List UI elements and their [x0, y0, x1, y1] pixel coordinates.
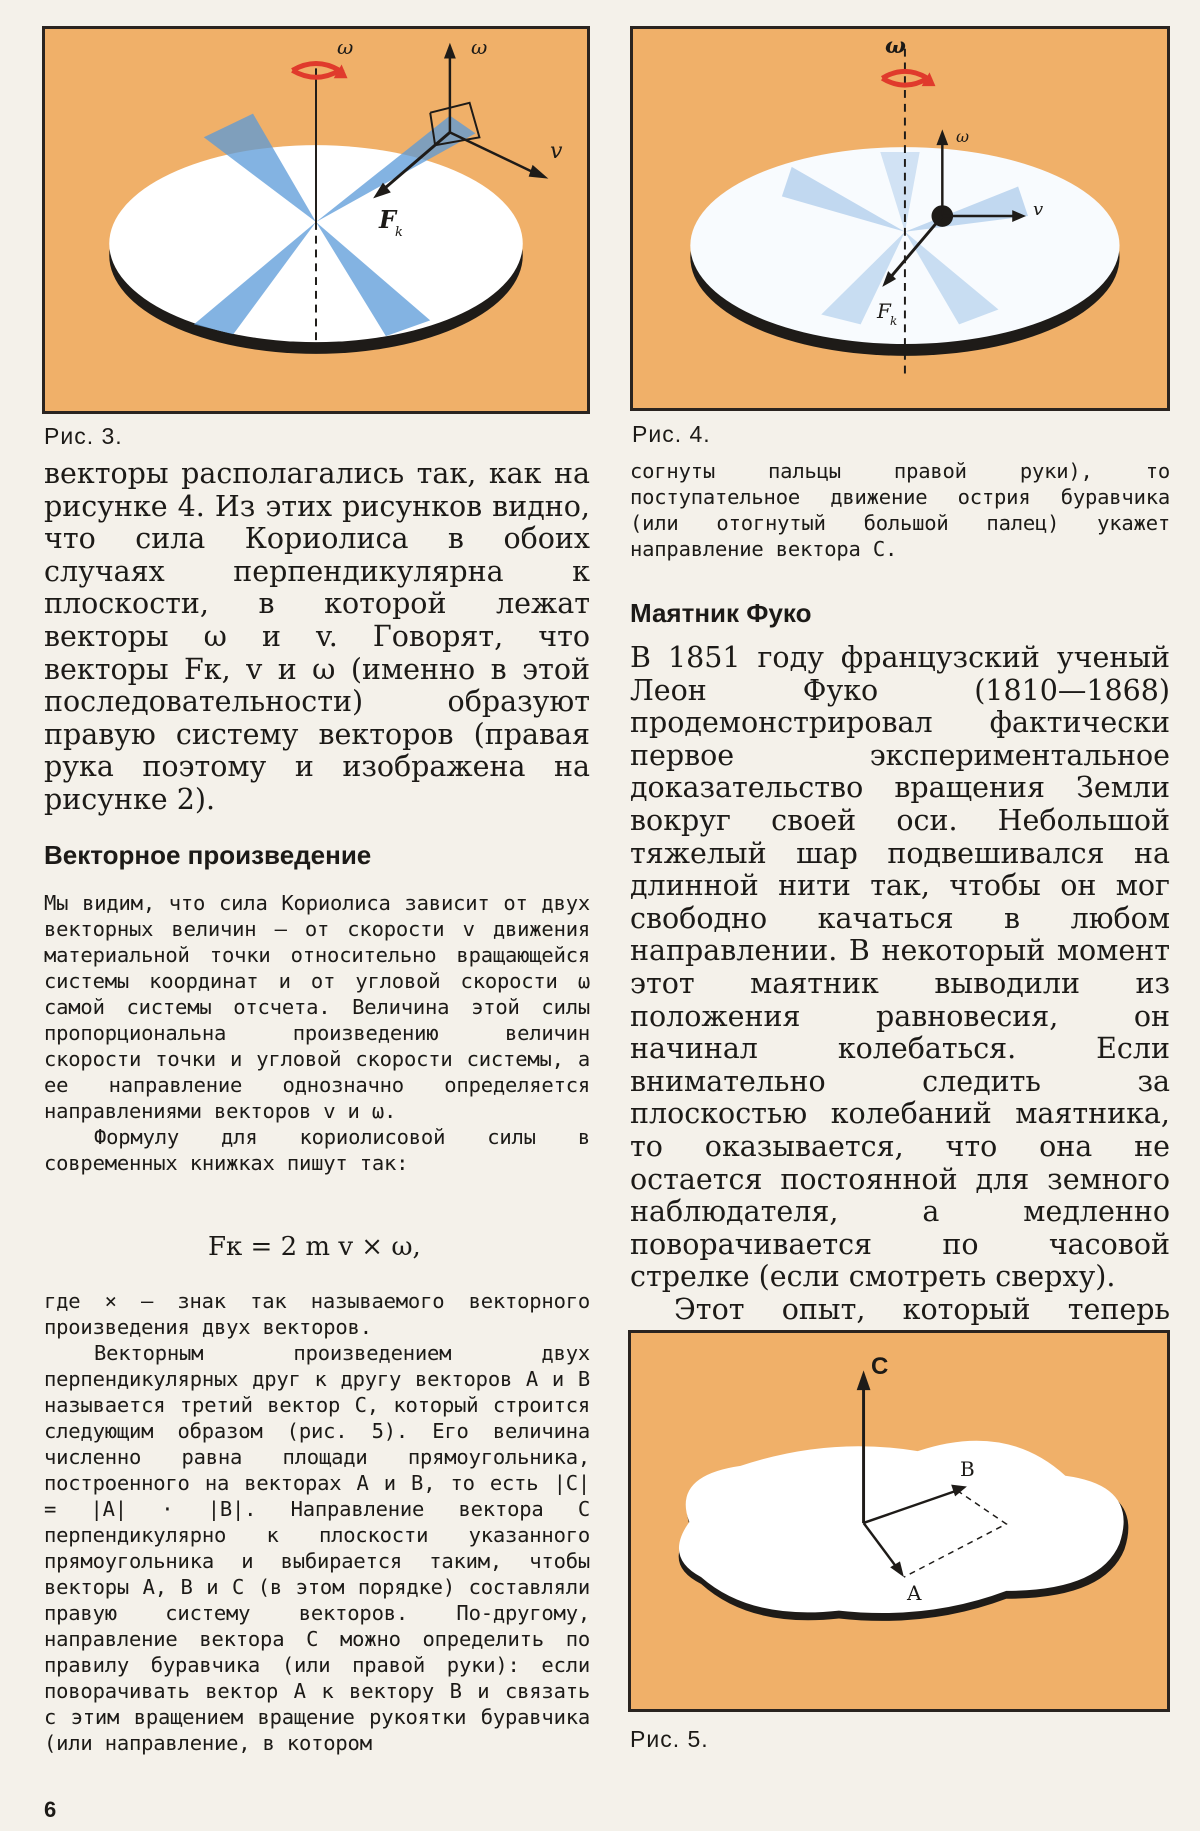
figure-3-caption: Рис. 3.	[44, 423, 123, 449]
fig3-omega-rot-label: ω	[337, 35, 354, 59]
fig3-v-label: v	[550, 139, 563, 164]
left-paragraph-2: Мы видим, что сила Кориолиса зависит от двух векторных величин — от скорости v движения материальной точки относительно вращающейся системы координат и от угловой скорости ω самой системы отсчета. Величина этой силы пропорциональна произведению величин скорости точки и угловой скорости системы, а ее направление однозначно определяется направлениями векторов v и ω.	[44, 891, 590, 1123]
figure-5-illustration	[631, 1333, 1167, 1709]
right-column-lower	[630, 642, 1170, 1392]
left-column-lower	[44, 890, 590, 1176]
left-column-bottom	[44, 1288, 590, 1756]
left-paragraph-5: Векторным произведением двух перпендикулярных друг к другу векторов A и B называется третий вектор C, который строится следующим образом (рис. 5). Его величина численно равна площади прямоугольника, построенного на векторах A и B, то есть |C| = |A| · |B|. Направление вектора C перпендикулярно к плоскости указанного прямоугольника и выбирается таким, чтобы векторы A, B и C (в этом порядке) составляли правую систему векторов. По-другому, направление вектора C можно определить по правилу буравчика (или правой руки): если поворачивать вектор A к вектору B и связать с этим вращением вращение рукоятки буравчика (или направление, в котором	[44, 1341, 590, 1755]
figure-4	[630, 26, 1170, 411]
section-heading-foucault-pendulum: Маятник Фуко	[630, 598, 812, 628]
fig4-force-label: F	[877, 299, 891, 323]
fig5-b-label: B	[960, 1457, 975, 1481]
figure-4-caption: Рис. 4.	[632, 421, 711, 447]
left-paragraph-4: где × — знак так называемого векторного произведения двух векторов.	[44, 1289, 590, 1339]
figure-4-illustration	[633, 29, 1167, 408]
fig3-force-label: F	[379, 205, 397, 234]
fig4-force-sub-label: k	[890, 314, 898, 328]
fig4-omega-axis-label: ω	[956, 127, 970, 146]
fig3-force-sub-label: k	[395, 225, 403, 240]
fig5-a-label: A	[907, 1581, 922, 1605]
page-number: 6	[44, 1797, 57, 1822]
left-paragraph-1: векторы располагались так, как на рисунке 4. Из этих рисунков видно, что сила Кориолиса в обоих случаях перпендикулярна к плоскости, в которой лежат векторы ω и v. Говорят, что векторы Fк, v и ω (именно в этой последовательности) образуют правую систему векторов (правая рука поэтому и изображена на рисунке 2).	[44, 457, 590, 816]
figure-3	[42, 26, 590, 414]
right-paragraph-3: Этот опыт, который теперь	[674, 1292, 1170, 1326]
fig4-v-label: v	[1033, 199, 1044, 220]
section-heading-vector-product: Векторное произведение	[44, 840, 372, 870]
left-paragraph-3: Формулу для кориолисовой силы в современных книжках пишут так:	[44, 1125, 590, 1175]
fig4-omega-rot-label: ω	[885, 33, 906, 59]
right-column	[630, 458, 1170, 562]
coriolis-formula: Fк = 2 m v × ω,	[208, 1232, 421, 1262]
right-paragraph-2: В 1851 году французский ученый Леон Фуко (1810—1868) продемонстрировал фактически первое экспериментальное доказательство вращения Земли вокруг своей оси. Небольшой тяжелый шар подвешивался на длинной нити так, чтобы он мог свободно качаться в любом направлении. В некоторый момент этот маятник выводили из положения равновесия, он начинал колебаться. Если внимательно следить за плоскостью колебаний маятника, то оказывается, что она не остается постоянной для земного наблюдателя, а медленно поворачивается по часовой стрелке (если смотреть сверху).	[630, 641, 1170, 1294]
figure-5-caption: Рис. 5.	[630, 1726, 709, 1752]
figure-3-illustration	[45, 29, 587, 411]
fig3-omega-axis-label: ω	[471, 35, 488, 59]
left-column	[44, 458, 590, 817]
right-paragraph-1: согнуты пальцы правой руки), то поступательное движение острия буравчика (или отогнутый большой палец) укажет направление вектора C.	[630, 459, 1170, 561]
fig5-c-label: C	[871, 1353, 889, 1380]
figure-5	[628, 1330, 1170, 1712]
